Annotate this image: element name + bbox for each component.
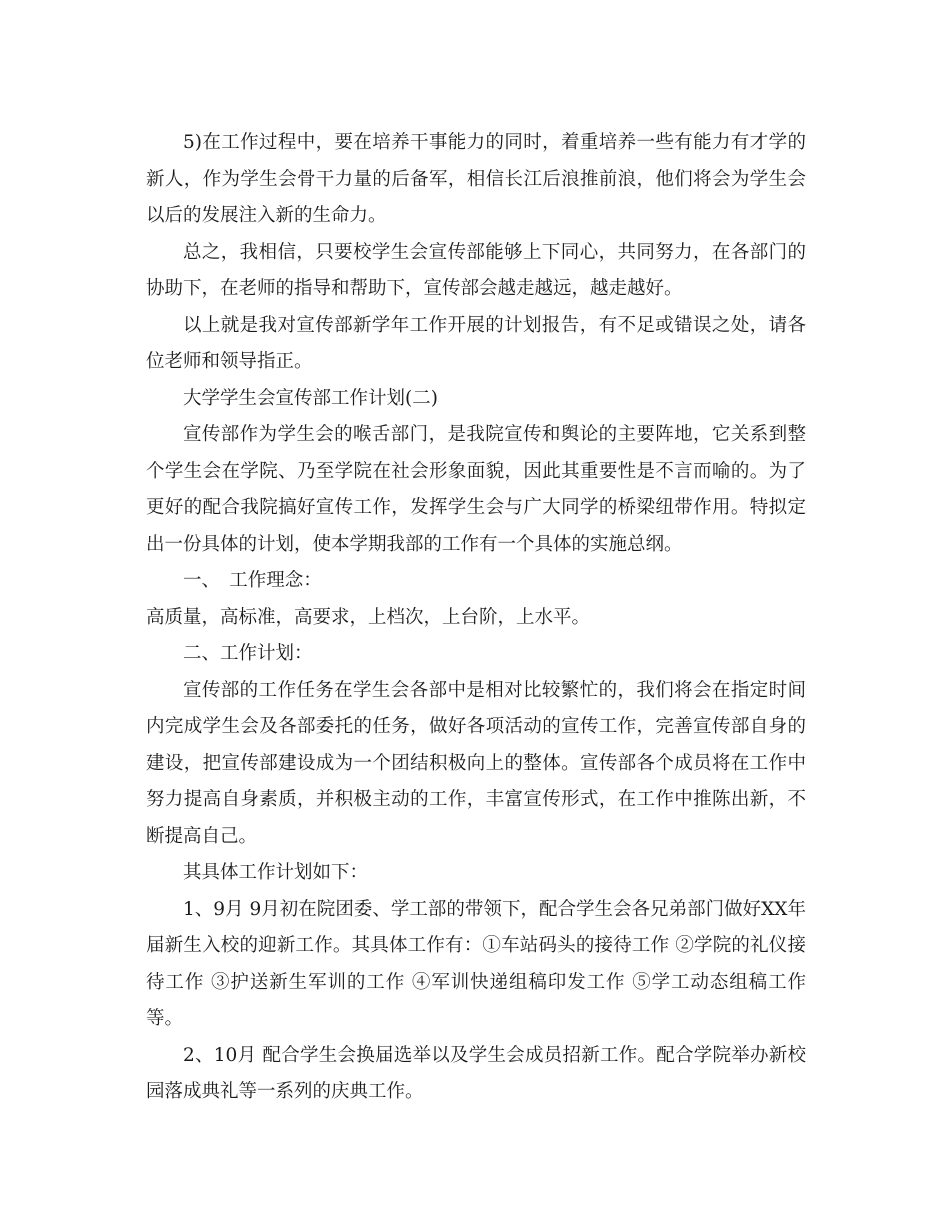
heading-work-philosophy: 一、 工作理念： <box>183 570 322 591</box>
paragraph-philosophy-content: 高质量，高标准，高要求，上档次，上台阶，上水平。 <box>146 606 591 628</box>
paragraph-work-tasks: 宣传部的工作任务在学生会各部中是相对比较繁忙的，我们将会在指定时间内完成学生会及各部委托的任务，做好各项活动的宣传工作，完善宣传部自身的建设，把宣传部建设成为一个团结积极向上的整体。宣传部各个成员将在工作中努力提高自身素质，并积极主动的工作，丰富宣传形式，在工作中推陈出新，不断提高自己。 <box>146 679 806 847</box>
paragraph-october-plan: 2、10月 配合学生会换届选举以及学生会成员招新工作。配合学院举办新校园落成典礼等一系列的庆典工作。 <box>146 1044 806 1102</box>
paragraph-department-role: 宣传部作为学生会的喉舌部门，是我院宣传和舆论的主要阵地，它关系到整个学生会在学院、乃至学院在社会形象面貌，因此其重要性是不言而喻的。为了更好的配合我院搞好宣传工作，发挥学生会与广大同学的桥梁纽带作用。特拟定出一份具体的计划，使本学期我部的工作有一个具体的实施总纲。 <box>146 424 806 555</box>
paragraph-closing-remark: 以上就是我对宣传部新学年工作开展的计划报告，有不足或错误之处，请各位老师和领导指正。 <box>146 314 806 372</box>
paragraph-september-plan: 1、9月 9月初在院团委、学工部的带领下，配合学生会各兄弟部门做好XX年届新生入校的迎新工作。其具体工作有：①车站码头的接待工作 ②学院的礼仪接待工作 ③护送新生军训的工作 ④军训快递组稿印发工作 ⑤学工动态组稿工作等。 <box>146 898 806 1029</box>
paragraph-training-new-members: 5)在工作过程中，要在培养干事能力的同时，着重培养一些有能力有才学的新人，作为学生会骨干力量的后备军，相信长江后浪推前浪，他们将会为学生会以后的发展注入新的生命力。 <box>146 132 806 226</box>
heading-work-plan: 二、工作计划： <box>183 643 313 664</box>
paragraph-conclusion: 总之，我相信，只要校学生会宣传部能够上下同心，共同努力，在各部门的协助下，在老师的指导和帮助下，宣传部会越走越远，越走越好。 <box>146 241 806 299</box>
document-body <box>146 125 806 1111</box>
paragraph-plan-intro: 其具体工作计划如下： <box>183 862 369 883</box>
section-title-plan-two: 大学学生会宣传部工作计划(二) <box>183 387 438 409</box>
